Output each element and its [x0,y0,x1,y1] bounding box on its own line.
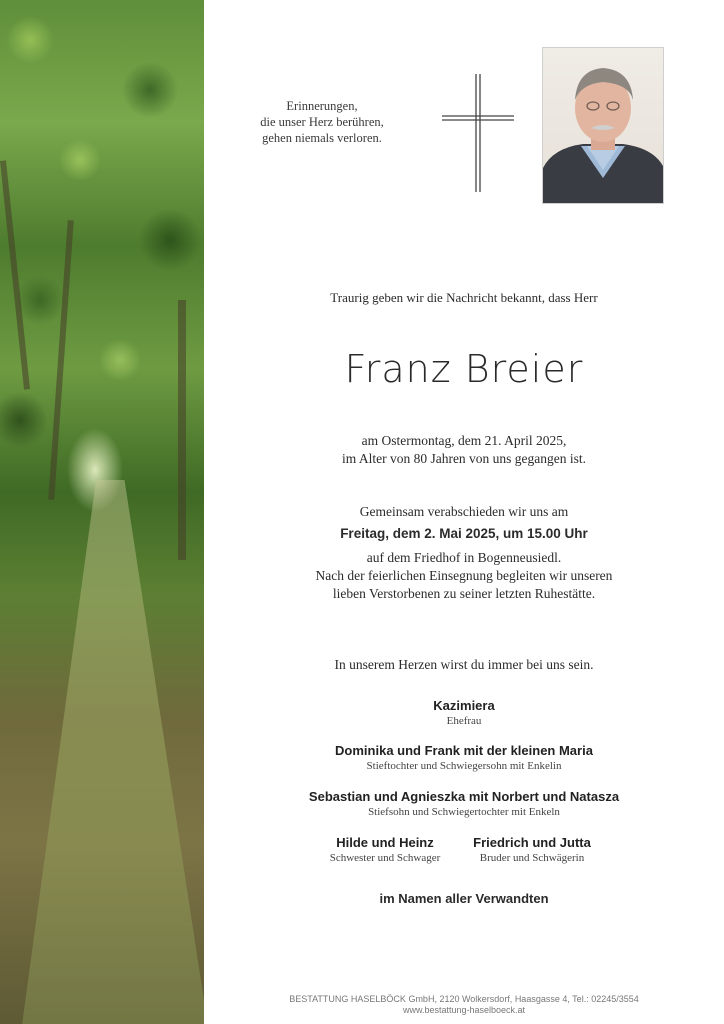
mourner-entry [204,788,724,819]
forest-path-photo [0,0,204,1024]
mourner-relation: Stieftochter und Schwiegersohn mit Enkelin [366,760,562,772]
forest-path [20,480,204,1024]
quote-line: Erinnerungen, [286,99,358,113]
ceremony-text: Nach der feierlichen Einsegnung begleiten wir unseren [315,568,613,583]
tree-canopy [0,0,204,520]
funeral-home-address: BESTATTUNG HASELBÖCK GmbH, 2120 Wolkersdorf, Haasgasse 4, Tel.: 02245/3554 [289,994,639,1004]
ceremony-text: lieben Verstorbenen zu seiner letzten Ruhestätte. [332,586,596,601]
cross-icon [440,72,516,194]
ceremony-details [204,503,724,603]
mourner-name: Dominika und Frank mit der kleinen Maria [335,743,593,758]
mourner-name: Friedrich und Jutta [473,835,591,850]
ceremony-intro: Gemeinsam verabschieden wir uns am [359,504,569,519]
mourner-name: Kazimiera [433,698,495,713]
death-notice [204,432,724,468]
announcement-intro: Traurig geben wir die Nachricht bekannt, dass Herr [330,290,598,305]
death-date-line: am Ostermontag, dem 21. April 2025, [361,433,567,448]
quote-line: gehen niemals verloren. [262,131,382,145]
closing-line: im Namen aller Verwandten [379,891,549,906]
memorial-quote [232,98,412,146]
mourner-name: Sebastian und Agnieszka mit Norbert und Natasza [308,789,620,804]
quote-line: die unser Herz berühren, [260,115,384,129]
portrait-photo [542,47,664,204]
deceased-name: Franz Breier [344,347,584,391]
ceremony-date-time: Freitag, dem 2. Mai 2025, um 15.00 Uhr [340,526,588,541]
heart-line: In unserem Herzen wirst du immer bei uns sein. [334,657,594,672]
mourner-relation: Bruder und Schwägerin [479,852,585,864]
mourner-relation: Schwester und Schwager [329,852,441,864]
mourner-entry [204,742,724,773]
funeral-home-website: www.bestattung-haselboeck.at [402,1005,526,1015]
mourner-entry [300,834,470,865]
mourner-relation: Stiefsohn und Schwiegertochter mit Enkeln [368,806,560,818]
age-line: im Alter von 80 Jahren von uns gegangen ist. [341,451,587,466]
mourner-relation: Ehefrau [446,715,482,727]
funeral-home-footer [204,994,724,1016]
portrait-illustration [543,48,663,203]
mourner-entry [452,834,612,865]
mourner-name: Hilde und Heinz [336,835,434,850]
ceremony-location: auf dem Friedhof in Bogenneusiedl. [366,550,562,565]
tree-trunk [178,300,186,560]
mourner-entry [204,697,724,728]
